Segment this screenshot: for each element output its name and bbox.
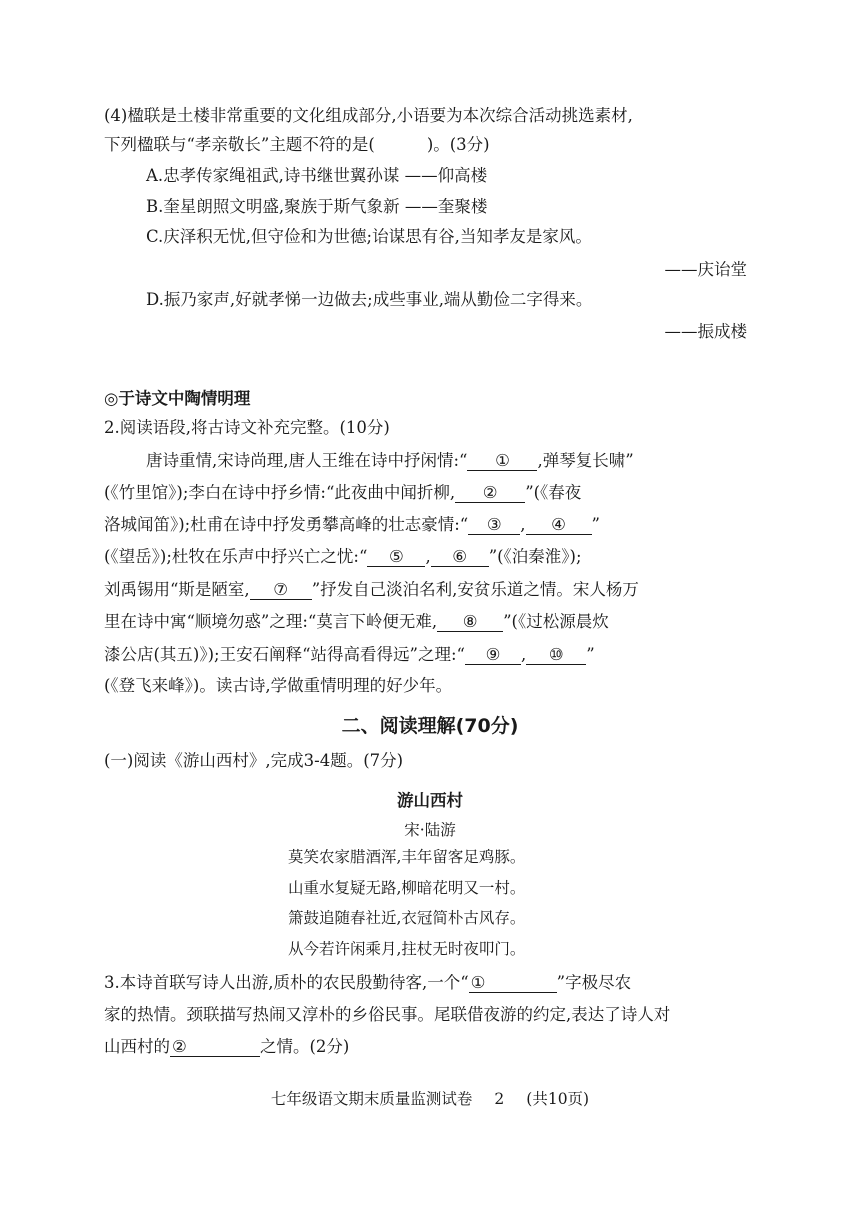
q3-text: 3.本诗首联写诗人出游,质朴的农民殷勤待客,一个“ [104, 973, 469, 992]
blank-3[interactable]: ③ [468, 517, 520, 535]
poem-line: 山重水复疑无路,柳暗花明又一村。 [288, 879, 526, 897]
q4-stem-score: )。(3分) [426, 135, 490, 154]
q2-text: ”(《泊秦淮》); [488, 547, 582, 566]
q2-stem: 2.阅读语段,将古诗文补充完整。(10分) [104, 418, 390, 437]
q2-line8: (《登飞来峰》)。读古诗,学做重情明理的好少年。 [104, 676, 453, 695]
q3-line1 [104, 975, 631, 993]
q3-blank-2[interactable]: ② [170, 1039, 260, 1057]
poem-line: 从今若许闲乘月,拄杖无时夜叩门。 [288, 940, 526, 958]
q2-text: 洛城闻笛》);杜甫在诗中抒发勇攀高峰的壮志豪情:“ [104, 515, 469, 534]
q2-text: ”(《过松源晨炊 [503, 612, 609, 631]
q2-line7 [104, 647, 595, 665]
blank-7[interactable]: ⑦ [250, 582, 312, 600]
q2-text: ”抒发自己淡泊名利,安贫乐道之情。宋人杨万 [311, 580, 639, 599]
q2-text: , [425, 547, 431, 566]
q2-text: ,弹琴复长啸” [537, 451, 634, 470]
q4-stem-line2 [104, 137, 490, 154]
blank-6[interactable]: ⑥ [431, 549, 489, 567]
q2-text: 里在诗中寓“顺境勿惑”之理:“莫言下岭便无难, [104, 612, 438, 631]
q3-text: ”字极尽农 [556, 973, 632, 992]
section-heading: ◎于诗文中陶情明理 [104, 389, 251, 408]
q2-text: ”(《春夜 [525, 483, 582, 502]
footer-title: 七年级语文期末质量监测试卷 [270, 1090, 473, 1108]
q4-stem-line1: (4)楹联是土楼非常重要的文化组成部分,小语要为本次综合活动挑选素材, [104, 106, 633, 125]
footer-total-pages: (共10页) [526, 1090, 590, 1108]
blank-9[interactable]: ⑨ [465, 647, 521, 665]
part2-heading: 二、阅读理解(70分) [341, 715, 519, 737]
q3-line2: 家的热情。颈联描写热闹又淳朴的乡俗民事。尾联借夜游的约定,表达了诗人对 [104, 1005, 671, 1024]
q2-line4 [104, 549, 582, 567]
q3-text: 山西村的 [104, 1037, 170, 1056]
blank-4[interactable]: ④ [526, 517, 592, 535]
blank-5[interactable]: ⑤ [367, 549, 425, 567]
q2-line5 [104, 582, 639, 600]
q2-text: ” [586, 645, 595, 664]
blank-8[interactable]: ⑧ [437, 614, 503, 632]
q4-stem-text: 下列楹联与“孝亲敬长”主题不符的是( [104, 135, 375, 154]
footer-page-number: 2 [494, 1090, 505, 1108]
q4-option-b: B.奎星朗照文明盛,聚族于斯气象新 ——奎聚楼 [146, 197, 488, 216]
q2-line2 [104, 485, 581, 503]
q2-text: 漆公店(其五)》);王安石阐释“站得高看得远”之理:“ [104, 645, 465, 664]
q3-line3 [104, 1039, 349, 1057]
poem-line: 箫鼓追随春社近,衣冠简朴古风存。 [288, 909, 526, 927]
reading1-intro: (一)阅读《游山西村》,完成3-4题。(7分) [104, 751, 404, 770]
q4-option-c-attribution: ——庆诒堂 [664, 260, 747, 279]
q2-text: (《望岳》);杜牧在乐声中抒兴亡之忧:“ [104, 547, 368, 566]
q2-text: 唐诗重情,宋诗尚理,唐人王维在诗中抒闲情:“ [146, 451, 468, 470]
q4-option-c: C.庆泽积无忧,但守俭和为世德;诒谋思有谷,当知孝友是家风。 [146, 227, 592, 246]
q2-line1 [146, 453, 634, 471]
q2-text: ” [591, 515, 600, 534]
q4-option-d: D.振乃家声,好就孝悌一边做去;成些事业,端从勤俭二字得来。 [146, 290, 593, 309]
q2-line6 [104, 614, 609, 632]
q4-option-a: A.忠孝传家绳祖武,诗书继世翼孙谋 ——仰高楼 [146, 166, 488, 185]
q2-text: , [521, 645, 527, 664]
poem-line: 莫笑农家腊酒浑,丰年留客足鸡豚。 [288, 848, 526, 866]
blank-2[interactable]: ② [455, 485, 525, 503]
q2-text: , [520, 515, 526, 534]
blank-10[interactable]: ⑩ [526, 647, 586, 665]
q2-text: (《竹里馆》);李白在诗中抒乡情:“此夜曲中闻折柳, [104, 483, 456, 502]
poem-title: 游山西村 [397, 791, 463, 810]
q2-line3 [104, 517, 600, 535]
q4-option-d-attribution: ——振成楼 [664, 322, 747, 341]
poem-author: 宋·陆游 [404, 821, 456, 839]
q3-text: 之情。(2分) [260, 1037, 350, 1056]
blank-1[interactable]: ① [467, 453, 537, 471]
q2-text: 刘禹锡用“斯是陋室, [104, 580, 250, 599]
q3-blank-1[interactable]: ① [469, 975, 557, 993]
page-footer [0, 1087, 860, 1109]
